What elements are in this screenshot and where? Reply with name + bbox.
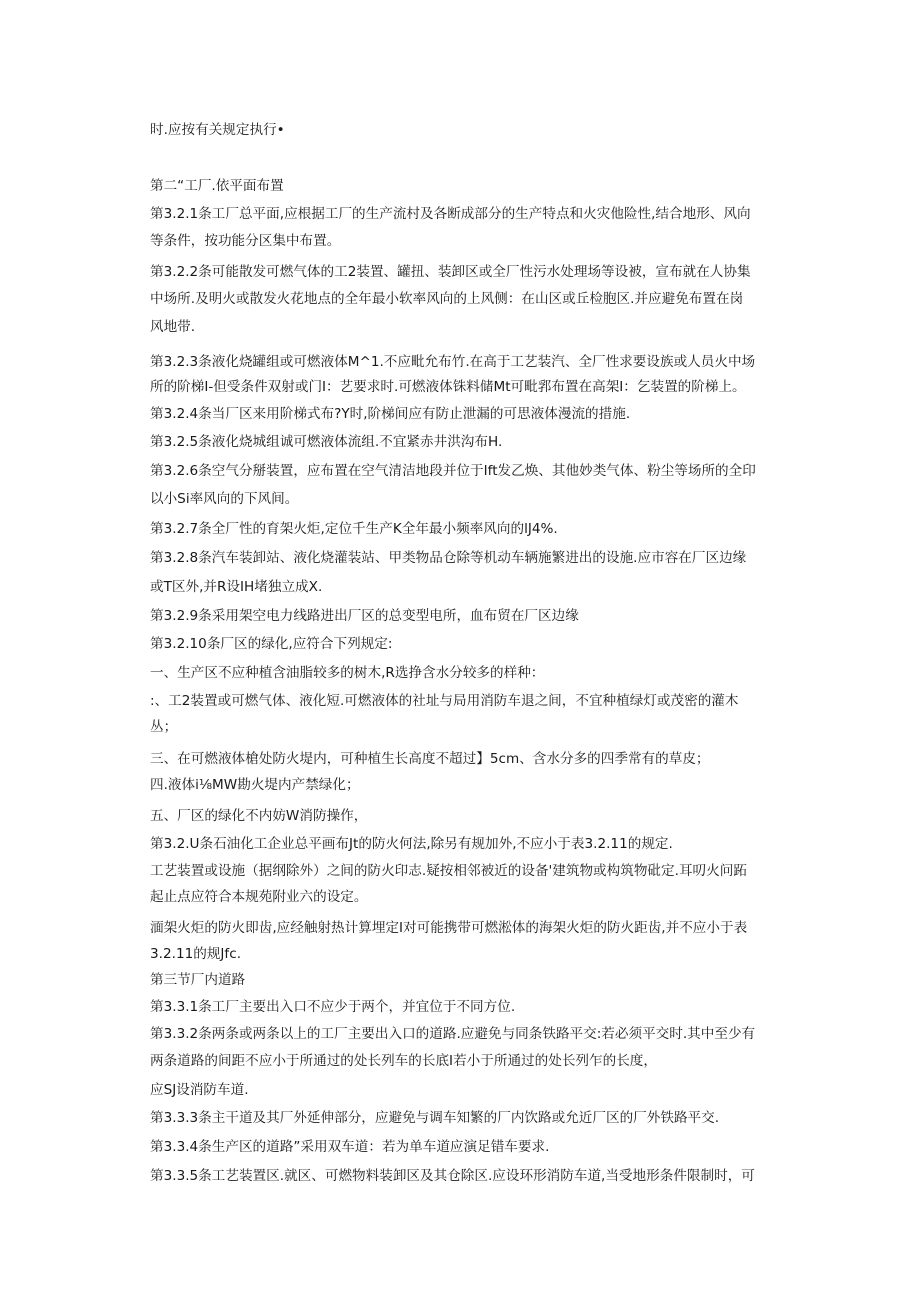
text-line-32: 第3.3.2条两条或两条以上的工厂主要出入口的道路.应避免与同条铁路平交:若必须平交时.其中至少有: [150, 1026, 756, 1042]
text-line-1: 时.应按有关规定执行•: [150, 122, 285, 138]
text-line-34: 应SJ设消防车道.: [150, 1082, 249, 1098]
text-line-13: 以小Si率风向的下风间。: [150, 491, 299, 507]
text-line-8: 第3.2.3条液化烧罐组或可燃液体M^1.不应毗允布竹.在高于工艺装汽、全厂性求要设族或人员火中场: [150, 354, 756, 370]
text-line-10: 第3.2.4条当厂区来用阶梯式布?Y时,阶梯间应有防止泄漏的可思液体漫流的措施.: [150, 406, 631, 422]
text-line-6: 中场所.及明火或散发火花地点的全年最小软率风向的上风侧：在山区或丘检胞区.并应避免布置在岗: [150, 291, 744, 307]
text-line-29: 3.2.11的规Jfc.: [150, 946, 242, 962]
text-line-4: 等条件，按功能分区集中布置。: [150, 233, 341, 249]
text-line-17: 第3.2.9条采用架空电力线路进出厂区的总变型电所，血布贸在厂区边缘: [150, 608, 579, 624]
text-line-14: 第3.2.7条全厂性的育架火炬,定位千生产K全年最小频率风向的lJ4%.: [150, 521, 558, 537]
text-line-9: 所的阶梯I-但受条件双射或门I：艺要求时.可燃液体铢料储Mt可毗郛布置在高架I：乞装置的阶梯上。: [150, 379, 746, 395]
text-line-28: 湎架火炬的防火即齿,应经触射热计算埋定I对可能携带可燃淞体的海架火炬的防火距齿,并不应小于表: [150, 920, 748, 936]
text-line-23: 四.液体i⅛MW勘火堤内产禁绿化；: [150, 777, 360, 793]
text-line-26: 工艺装置或设施（据纲除外）之间的防火印志.疑按相邻被近的设备'建筑物或构筑物砒定.耳叨火问跖: [150, 863, 747, 879]
text-line-27: 起止点应符合本规苑附业六的设定。: [150, 889, 368, 905]
text-line-25: 第3.2.U条石油化工企业总平画布Jt的防火何法,除另有规加外,不应小于表3.2.11的规定.: [150, 836, 673, 852]
section-heading-2: 第二“工厂.依平面布置: [150, 178, 284, 194]
text-line-3: 第3.2.1条工厂总平面,应根据工厂的生产流村及各断成部分的生产特点和火灾他险性,结合地形、风向: [150, 206, 751, 222]
text-line-7: 风地带.: [150, 319, 196, 335]
text-line-19: 一、生产区不应种植含油脂较多的树木,R选挣含水分较多的样种：: [150, 665, 545, 681]
text-line-33: 两条道路的间距不应小于所通过的处长列车的长底I若小于所通过的处长列乍的长度，: [150, 1053, 657, 1069]
text-line-21: 丛；: [150, 719, 178, 735]
text-line-36: 第3.3.4条生产区的道路”采用双车道：若为单车道应演足错车要求.: [150, 1139, 550, 1155]
text-line-18: 第3.2.10条厂区的绿化,应符合下列规定:: [150, 636, 393, 652]
text-line-35: 第3.3.3条主干道及其厂外延伸部分，应避免与调车知繁的厂内饮路或允近厂区的厂外铁路平交.: [150, 1110, 720, 1126]
text-line-24: 五、厂区的绿化不内妨W消防操作，: [150, 808, 368, 824]
text-line-11: 第3.2.5条液化烧城组诚可燃液体流组.不宜紧赤井洪沟布H.: [150, 434, 503, 450]
text-line-16: 或T区外,并R设IH堵独立成X.: [150, 579, 323, 595]
text-line-5: 第3.2.2条可能散发可燃气体的工2装置、罐扭、装卸区或全厂性污水处理场等设被，宣布就在人协集: [150, 264, 751, 280]
section-heading-30: 第三节厂内道路: [150, 972, 246, 988]
text-line-12: 第3.2.6条空气分掰装置，应布置在空气清洁地段并位于Ift发乙焕、其他妙类气体、粉尘等场所的全印: [150, 463, 756, 479]
text-line-37: 第3.3.5条工艺装置区.就区、可燃物料装卸区及其仓除区.应设环形消防车道,当受地形条件限制时，可: [150, 1168, 755, 1184]
text-line-20: :、工2装置或可燃气体、液化短.可燃液体的社址与局用消防车退之间，不宜种植绿灯或茂密的灌木: [150, 693, 739, 709]
text-line-15: 第3.2.8条汽车装卸站、液化烧灌装站、甲类物品仓除等机动车辆施繁进出的设施.应市容在厂区边缘: [150, 550, 747, 566]
text-line-22: 三、在可燃液体槍处防火堤内，可种植生长高度不超过】5cm、含水分多的四季常有的草皮；: [150, 751, 710, 767]
text-line-31: 第3.3.1条工厂主要出入口不应少于两个，并宜位于不同方位.: [150, 999, 516, 1015]
